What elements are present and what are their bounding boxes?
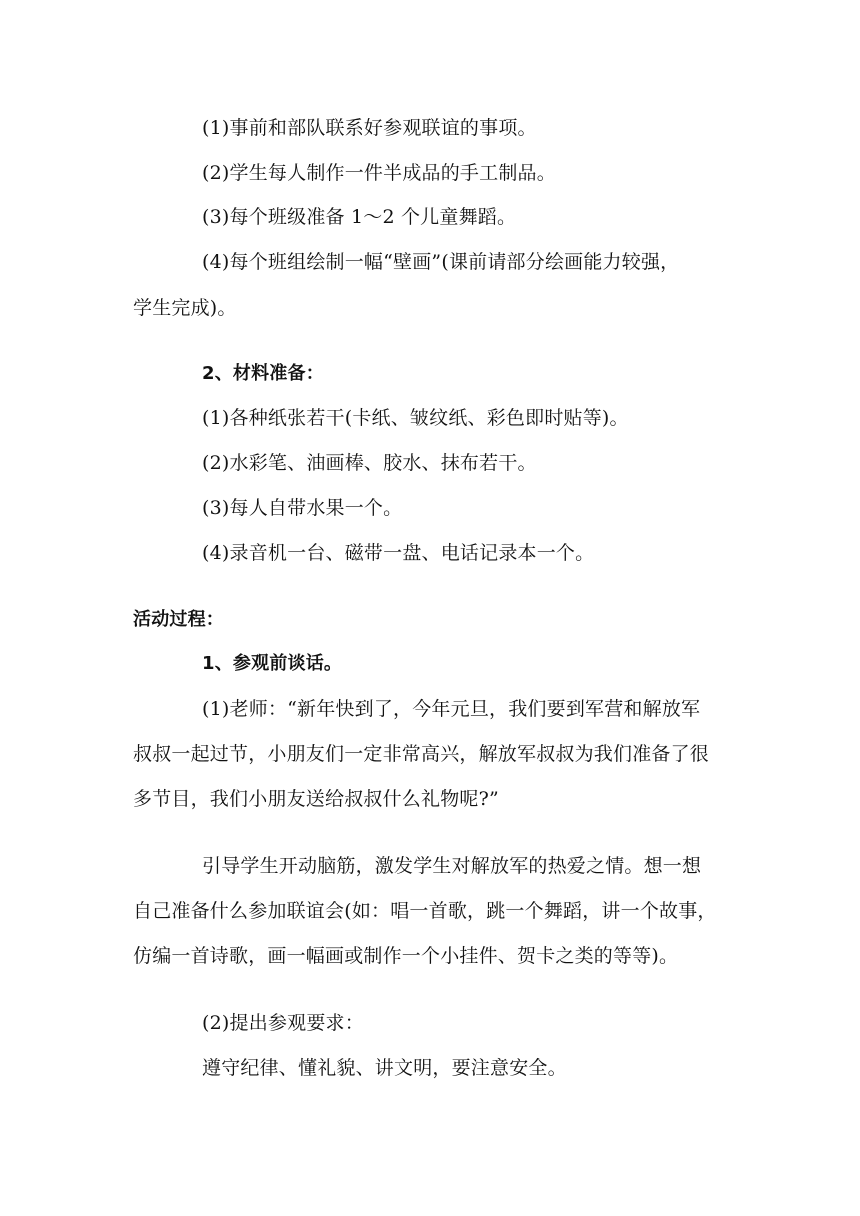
teacher-speech-line-3: 多节目，我们小朋友送给叔叔什么礼物呢?” <box>133 788 499 810</box>
guide-paragraph-line-1: 引导学生开动脑筋，激发学生对解放军的热爱之情。想一想 <box>202 855 702 877</box>
prep-item-3: (3)每个班级准备 1～2 个儿童舞蹈。 <box>202 206 517 228</box>
prep-item-4: (4)每个班组绘制一幅“壁画”(课前请部分绘画能力较强， <box>202 251 680 273</box>
material-item-4: (4)录音机一台、磁带一盘、电话记录本一个。 <box>202 542 595 564</box>
prep-item-2: (2)学生每人制作一件半成品的手工制品。 <box>202 162 556 184</box>
material-item-1: (1)各种纸张若干(卡纸、皱纹纸、彩色即时贴等)。 <box>202 407 629 429</box>
subheading-pre-visit-talk: 1、参观前谈话。 <box>202 653 343 674</box>
section-heading-materials: 2、材料准备： <box>202 363 324 384</box>
prep-item-4-continued: 学生完成)。 <box>133 297 237 319</box>
teacher-speech-line-1: (1)老师：“新年快到了，今年元旦，我们要到军营和解放军 <box>202 698 701 720</box>
visit-requirements-heading: (2)提出参观要求： <box>202 1012 364 1034</box>
visit-requirements-text: 遵守纪律、懂礼貌、讲文明，要注意安全。 <box>202 1057 567 1079</box>
material-item-2: (2)水彩笔、油画棒、胶水、抹布若干。 <box>202 452 537 474</box>
guide-paragraph-line-2: 自己准备什么参加联谊会(如：唱一首歌，跳一个舞蹈，讲一个故事， <box>133 900 717 922</box>
prep-item-1: (1)事前和部队联系好参观联谊的事项。 <box>202 117 537 139</box>
teacher-speech-line-2: 叔叔一起过节，小朋友们一定非常高兴，解放军叔叔为我们准备了很 <box>133 743 710 765</box>
section-heading-process: 活动过程： <box>133 609 224 630</box>
guide-paragraph-line-3: 仿编一首诗歌，画一幅画或制作一个小挂件、贺卡之类的等等)。 <box>133 945 679 967</box>
material-item-3: (3)每人自带水果一个。 <box>202 497 403 519</box>
